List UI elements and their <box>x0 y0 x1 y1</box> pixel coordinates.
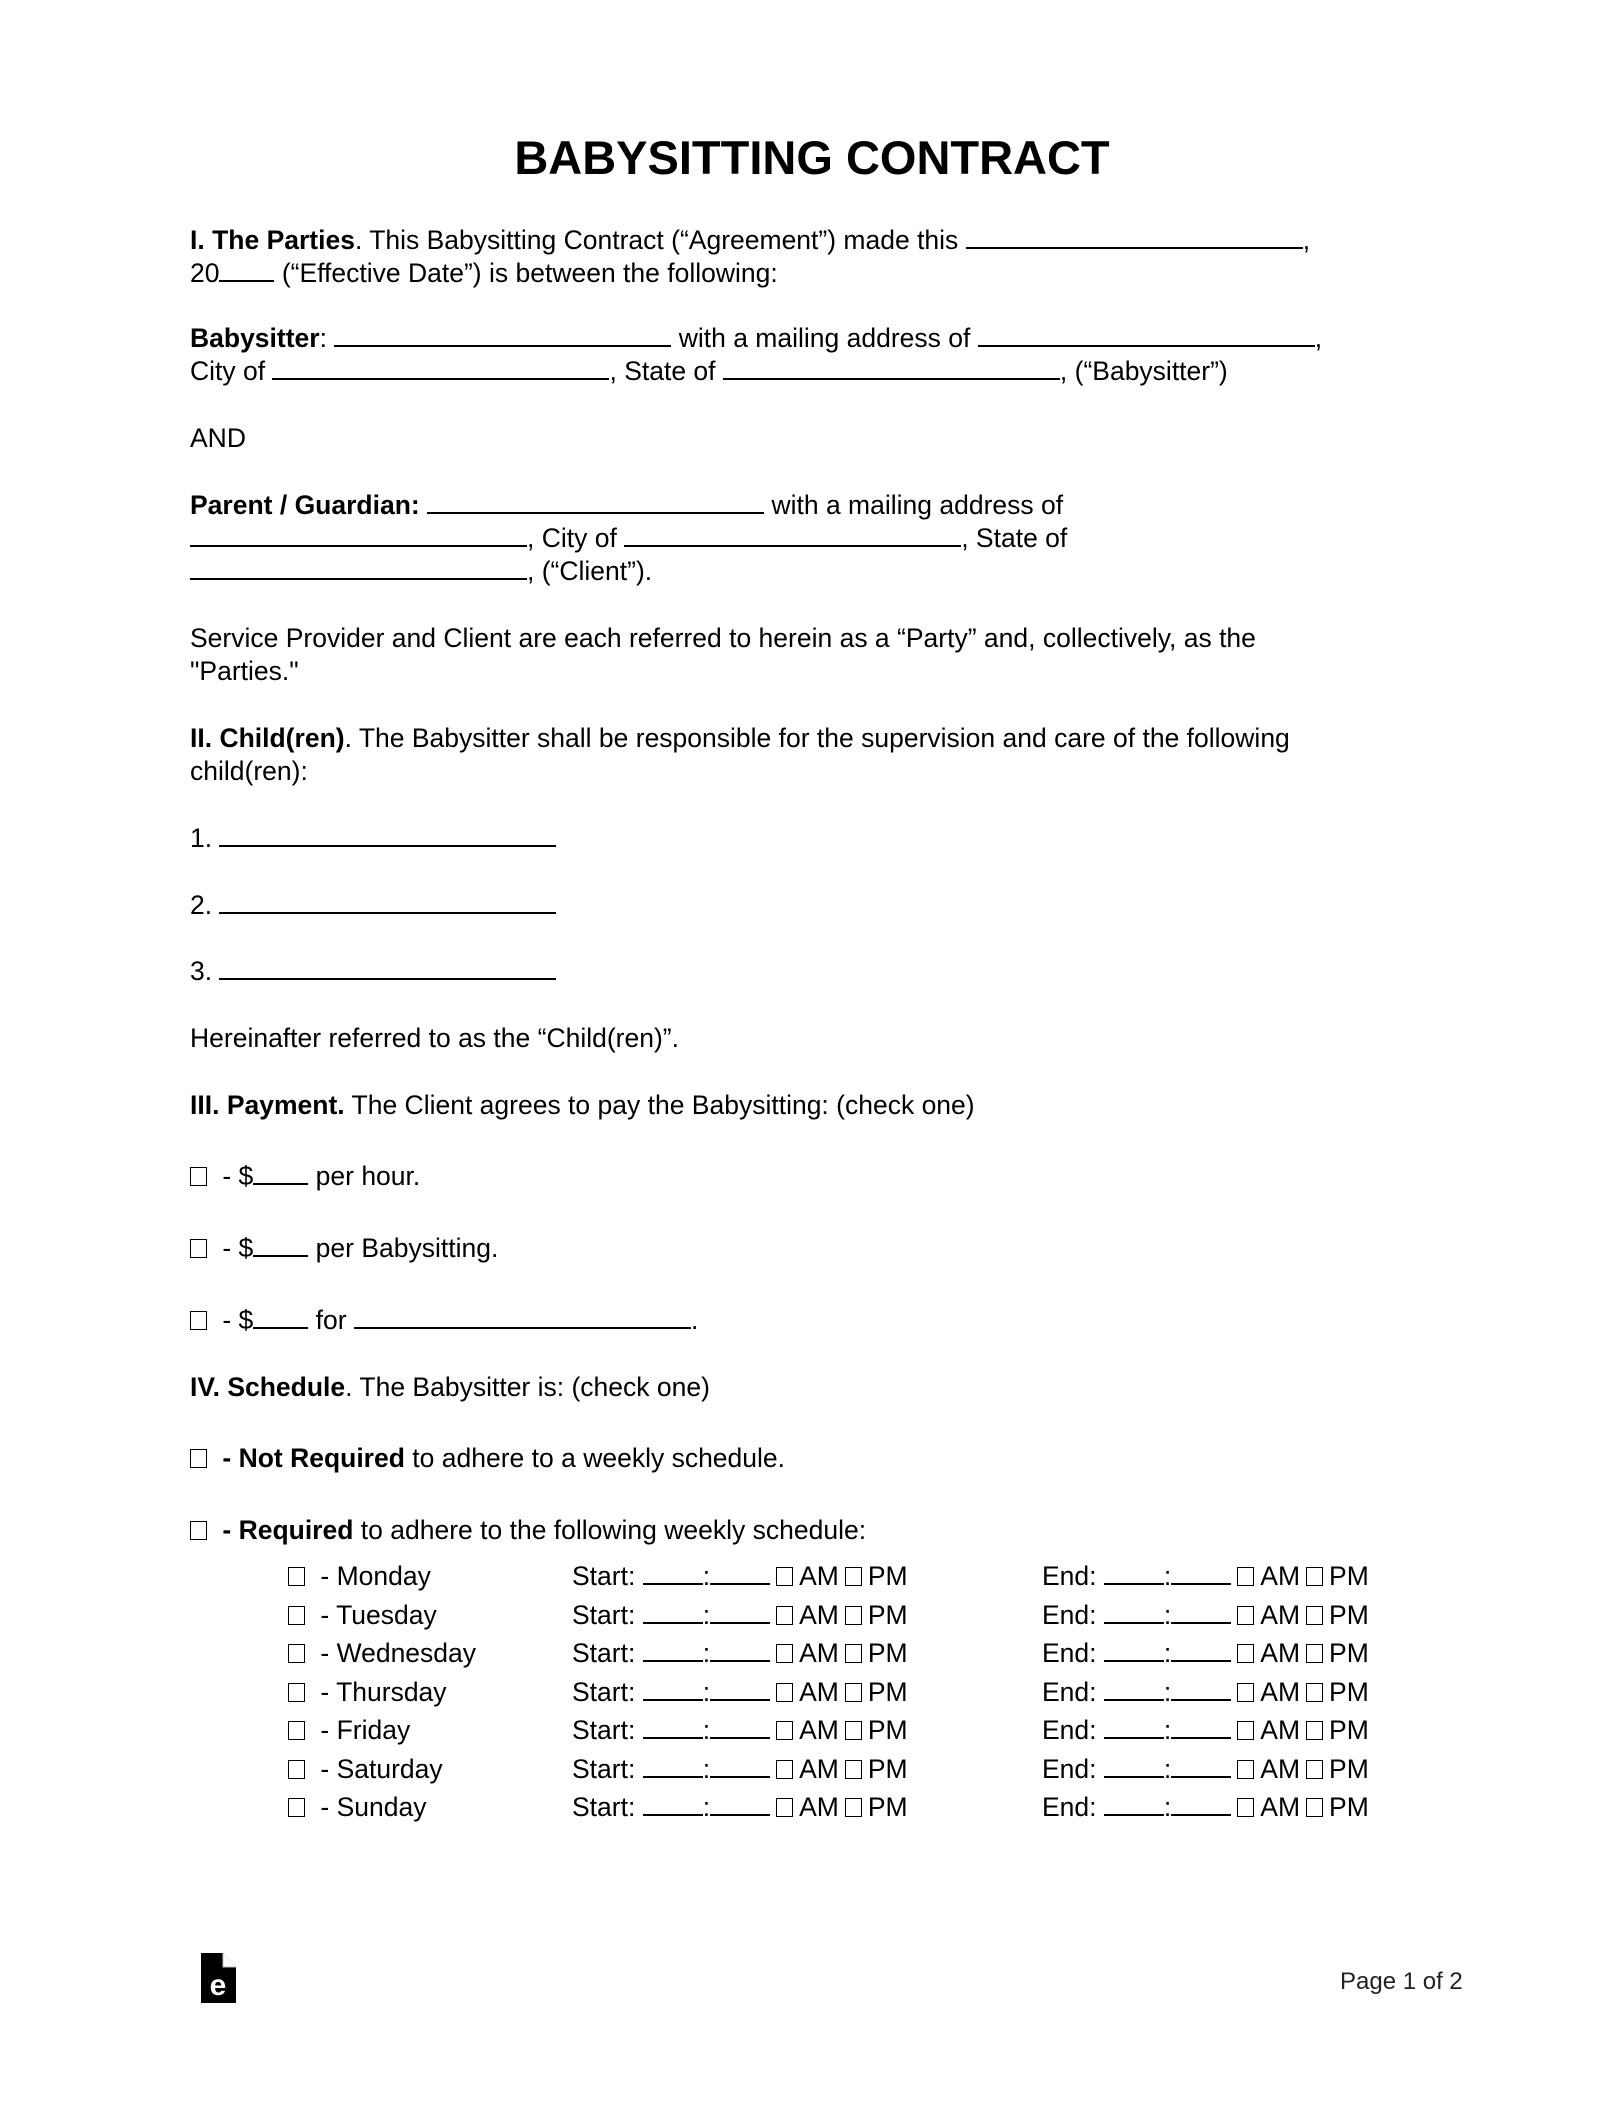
end-ampm-group <box>1231 1715 1369 1745</box>
day-checkbox[interactable] <box>288 1721 305 1740</box>
parent-line-2: , City of , State of <box>190 522 1067 555</box>
end-minute-field[interactable] <box>1171 1791 1231 1816</box>
start-hour-field[interactable] <box>643 1714 703 1739</box>
start-label: Start: <box>572 1715 636 1745</box>
end-time-group <box>1042 1753 1369 1786</box>
end-am-checkbox[interactable] <box>1237 1798 1254 1817</box>
start-label: Start: <box>572 1599 636 1630</box>
hourly-rate-field[interactable] <box>253 1160 308 1185</box>
babysitter-label: Babysitter <box>190 323 320 353</box>
start-pm-checkbox[interactable] <box>845 1798 862 1817</box>
end-time-group <box>1042 1599 1369 1632</box>
start-am-checkbox[interactable] <box>776 1683 793 1702</box>
babysitter-line-2: City of , State of , (“Babysitter”) <box>190 356 1228 386</box>
child-item-1: 1. <box>190 822 556 855</box>
end-hour-field[interactable] <box>1104 1599 1164 1624</box>
end-time-group <box>1042 1714 1369 1747</box>
end-label: End: <box>1042 1599 1097 1630</box>
end-hour-field[interactable] <box>1104 1676 1164 1701</box>
payment-heading: III. Payment. <box>190 1090 345 1120</box>
pm-label: PM <box>1329 1715 1369 1745</box>
payment-paragraph: III. Payment. The Client agrees to pay the Babysitting: (check one) <box>190 1090 975 1120</box>
start-pm-checkbox[interactable] <box>845 1644 862 1663</box>
end-ampm-group <box>1231 1600 1369 1630</box>
start-minute-field[interactable] <box>710 1791 770 1816</box>
children-paragraph-line-2: child(ren): <box>190 756 308 786</box>
end-pm-checkbox[interactable] <box>1306 1760 1323 1779</box>
day-checkbox[interactable] <box>288 1644 305 1663</box>
end-label: End: <box>1042 1561 1097 1591</box>
day-label: Wednesday <box>336 1638 477 1668</box>
end-pm-checkbox[interactable] <box>1306 1798 1323 1817</box>
am-label: AM <box>799 1753 839 1784</box>
end-time-group <box>1042 1676 1369 1709</box>
pm-label: PM <box>867 1753 908 1784</box>
am-label: AM <box>1260 1638 1301 1668</box>
parties-paragraph-line-2: 20 (“Effective Date”) is between the following: <box>190 258 778 288</box>
child-3-name-field[interactable] <box>219 955 556 980</box>
time-separator: : <box>1163 1638 1172 1668</box>
start-am-checkbox[interactable] <box>776 1606 793 1625</box>
dash: - <box>313 1599 337 1630</box>
payment-other-checkbox[interactable] <box>190 1311 207 1330</box>
am-label: AM <box>1260 1561 1301 1591</box>
svg-text:e: e <box>209 1969 227 2002</box>
babysitter-line-1: Babysitter: with a mailing address of , <box>190 323 1323 353</box>
end-minute-field[interactable] <box>1171 1676 1231 1701</box>
time-separator: : <box>702 1792 711 1822</box>
time-separator: : <box>702 1638 711 1668</box>
schedule-required-checkbox[interactable] <box>190 1521 207 1540</box>
document-title: BABYSITTING CONTRACT <box>514 131 1110 184</box>
start-minute-field[interactable] <box>710 1637 770 1662</box>
dash: - <box>313 1561 337 1591</box>
am-label: AM <box>1260 1599 1301 1630</box>
end-label: End: <box>1042 1638 1097 1668</box>
babysitter-city-field[interactable] <box>272 355 609 380</box>
payment-per-babysitting-checkbox[interactable] <box>190 1239 207 1258</box>
pm-label: PM <box>1329 1638 1369 1668</box>
start-hour-field[interactable] <box>643 1791 703 1816</box>
parent-line-3: , (“Client”). <box>190 555 652 588</box>
parties-definition-line-1: Service Provider and Client are each referred to herein as a “Party” and, collectively, as the <box>190 623 1256 653</box>
not-required-label: Not Required <box>238 1443 405 1473</box>
children-paragraph-line-1: II. Child(ren). The Babysitter shall be responsible for the supervision and care of the following <box>190 723 1290 753</box>
parent-line-1: Parent / Guardian: with a mailing address of <box>190 490 1064 520</box>
parent-address-field[interactable] <box>190 522 527 547</box>
end-hour-field[interactable] <box>1104 1637 1164 1662</box>
eforms-logo-icon <box>201 1953 236 2003</box>
end-ampm-group <box>1231 1561 1369 1591</box>
payment-option-hourly: - $ per hour. <box>190 1160 420 1193</box>
pm-label: PM <box>867 1792 908 1822</box>
day-group <box>288 1714 410 1747</box>
start-hour-field[interactable] <box>643 1753 703 1778</box>
end-label: End: <box>1042 1792 1097 1822</box>
end-time-group <box>1042 1791 1369 1824</box>
start-am-checkbox[interactable] <box>776 1644 793 1663</box>
payment-option-per-babysitting: - $ per Babysitting. <box>190 1232 498 1265</box>
start-pm-checkbox[interactable] <box>845 1721 862 1740</box>
end-pm-checkbox[interactable] <box>1306 1644 1323 1663</box>
day-group <box>288 1753 443 1786</box>
dash: - <box>313 1792 337 1822</box>
end-am-checkbox[interactable] <box>1237 1683 1254 1702</box>
day-label: Tuesday <box>336 1599 437 1630</box>
start-time-group <box>572 1714 908 1747</box>
effective-year-field[interactable] <box>219 257 274 282</box>
schedule-paragraph: IV. Schedule. The Babysitter is: (check one) <box>190 1372 710 1402</box>
end-ampm-group <box>1231 1638 1369 1668</box>
time-separator: : <box>702 1599 711 1630</box>
payment-option-other: - $ for . <box>190 1304 698 1337</box>
day-checkbox[interactable] <box>288 1606 305 1625</box>
end-hour-field[interactable] <box>1104 1753 1164 1778</box>
time-separator: : <box>1163 1599 1172 1630</box>
start-ampm-group <box>770 1754 908 1784</box>
start-ampm-group <box>770 1600 908 1630</box>
start-pm-checkbox[interactable] <box>845 1567 862 1586</box>
start-ampm-group <box>770 1792 908 1822</box>
end-minute-field[interactable] <box>1171 1560 1231 1585</box>
parent-label: Parent / Guardian: <box>190 490 420 520</box>
time-separator: : <box>702 1561 711 1591</box>
dash: - <box>313 1715 337 1745</box>
end-pm-checkbox[interactable] <box>1306 1683 1323 1702</box>
day-group <box>288 1791 426 1824</box>
am-label: AM <box>1260 1753 1301 1784</box>
day-label: Friday <box>336 1715 411 1745</box>
parties-paragraph-line-1: I. The Parties. This Babysitting Contract (“Agreement”) made this , <box>190 225 1311 255</box>
parties-heading: I. The Parties <box>190 225 355 255</box>
page-number: Page 1 of 2 <box>1340 1968 1463 1995</box>
end-pm-checkbox[interactable] <box>1306 1567 1323 1586</box>
start-ampm-group <box>770 1715 908 1745</box>
end-am-checkbox[interactable] <box>1237 1721 1254 1740</box>
start-time-group <box>572 1753 908 1786</box>
pm-label: PM <box>1329 1599 1369 1630</box>
day-checkbox[interactable] <box>288 1683 305 1702</box>
end-ampm-group <box>1231 1792 1369 1822</box>
day-checkbox[interactable] <box>288 1567 305 1586</box>
start-label: Start: <box>572 1676 636 1707</box>
start-label: Start: <box>572 1753 636 1784</box>
day-label: Saturday <box>336 1753 443 1784</box>
end-pm-checkbox[interactable] <box>1306 1721 1323 1740</box>
start-ampm-group <box>770 1638 908 1668</box>
start-time-group <box>572 1599 908 1632</box>
start-hour-field[interactable] <box>643 1560 703 1585</box>
time-separator: : <box>702 1753 711 1784</box>
am-label: AM <box>799 1792 839 1822</box>
dash: - <box>313 1753 337 1784</box>
start-label: Start: <box>572 1638 636 1668</box>
pm-label: PM <box>1329 1753 1369 1784</box>
start-am-checkbox[interactable] <box>776 1721 793 1740</box>
end-label: End: <box>1042 1676 1097 1707</box>
day-label: Thursday <box>336 1676 447 1707</box>
end-hour-field[interactable] <box>1104 1714 1164 1739</box>
babysitter-name-field[interactable] <box>334 322 671 347</box>
end-minute-field[interactable] <box>1171 1599 1231 1624</box>
parent-state-field[interactable] <box>190 555 527 580</box>
am-label: AM <box>799 1715 839 1745</box>
start-time-group <box>572 1676 908 1709</box>
am-label: AM <box>1260 1676 1301 1707</box>
document-e-icon <box>201 1953 236 2003</box>
start-hour-field[interactable] <box>643 1637 703 1662</box>
payment-hourly-checkbox[interactable] <box>190 1167 207 1186</box>
start-pm-checkbox[interactable] <box>845 1760 862 1779</box>
end-label: End: <box>1042 1715 1097 1745</box>
start-minute-field[interactable] <box>710 1676 770 1701</box>
and-separator: AND <box>190 423 246 453</box>
day-label: Sunday <box>336 1792 427 1822</box>
pm-label: PM <box>867 1715 908 1745</box>
am-label: AM <box>1260 1792 1301 1822</box>
schedule-option-required: - Required to adhere to the following weekly schedule: <box>190 1514 866 1547</box>
start-pm-checkbox[interactable] <box>845 1683 862 1702</box>
end-pm-checkbox[interactable] <box>1306 1606 1323 1625</box>
babysitter-address-field[interactable] <box>978 322 1315 347</box>
end-ampm-group <box>1231 1677 1369 1707</box>
time-separator: : <box>1163 1676 1172 1707</box>
children-hereinafter: Hereinafter referred to as the “Child(ren)”. <box>190 1023 679 1053</box>
start-minute-field[interactable] <box>710 1560 770 1585</box>
children-heading: II. Child(ren) <box>190 723 345 753</box>
schedule-not-required-checkbox[interactable] <box>190 1449 207 1468</box>
end-am-checkbox[interactable] <box>1237 1606 1254 1625</box>
parties-definition-line-2: "Parties." <box>190 656 299 686</box>
day-group <box>288 1676 447 1709</box>
am-label: AM <box>799 1599 839 1630</box>
day-group <box>288 1637 476 1670</box>
required-label: Required <box>238 1515 354 1545</box>
start-time-group <box>572 1637 908 1670</box>
time-separator: : <box>702 1676 711 1707</box>
start-label: Start: <box>572 1561 636 1591</box>
end-time-group <box>1042 1560 1369 1593</box>
end-label: End: <box>1042 1753 1097 1784</box>
time-separator: : <box>702 1715 711 1745</box>
start-ampm-group <box>770 1677 908 1707</box>
end-am-checkbox[interactable] <box>1237 1644 1254 1663</box>
day-checkbox[interactable] <box>288 1798 305 1817</box>
day-label: Monday <box>336 1561 431 1591</box>
dash: - <box>313 1638 337 1668</box>
end-minute-field[interactable] <box>1171 1753 1231 1778</box>
start-minute-field[interactable] <box>710 1753 770 1778</box>
child-2-name-field[interactable] <box>219 889 556 914</box>
child-item-2: 2. <box>190 889 556 922</box>
start-hour-field[interactable] <box>643 1599 703 1624</box>
babysitter-state-field[interactable] <box>723 355 1060 380</box>
day-group <box>288 1599 437 1632</box>
schedule-option-not-required: - Not Required to adhere to a weekly schedule. <box>190 1442 785 1475</box>
other-description-field[interactable] <box>354 1304 691 1329</box>
end-ampm-group <box>1231 1754 1369 1784</box>
end-minute-field[interactable] <box>1171 1637 1231 1662</box>
parent-name-field[interactable] <box>427 489 764 514</box>
per-babysitting-rate-field[interactable] <box>253 1232 308 1257</box>
start-pm-checkbox[interactable] <box>845 1606 862 1625</box>
start-time-group <box>572 1791 908 1824</box>
pm-label: PM <box>867 1599 908 1630</box>
pm-label: PM <box>1329 1792 1369 1822</box>
am-label: AM <box>799 1676 839 1707</box>
other-amount-field[interactable] <box>253 1304 308 1329</box>
end-hour-field[interactable] <box>1104 1560 1164 1585</box>
child-1-name-field[interactable] <box>219 822 556 847</box>
pm-label: PM <box>867 1676 908 1707</box>
pm-label: PM <box>867 1638 908 1668</box>
dash: - <box>313 1676 337 1707</box>
pm-label: PM <box>1329 1676 1369 1707</box>
start-am-checkbox[interactable] <box>776 1798 793 1817</box>
start-minute-field[interactable] <box>710 1599 770 1624</box>
end-am-checkbox[interactable] <box>1237 1760 1254 1779</box>
end-time-group <box>1042 1637 1369 1670</box>
end-am-checkbox[interactable] <box>1237 1567 1254 1586</box>
time-separator: : <box>1163 1753 1172 1784</box>
parent-city-field[interactable] <box>624 522 961 547</box>
time-separator: : <box>1163 1792 1172 1822</box>
start-minute-field[interactable] <box>710 1714 770 1739</box>
start-ampm-group <box>770 1561 908 1591</box>
start-am-checkbox[interactable] <box>776 1760 793 1779</box>
start-hour-field[interactable] <box>643 1676 703 1701</box>
time-separator: : <box>1163 1715 1172 1745</box>
start-label: Start: <box>572 1792 636 1822</box>
schedule-heading: IV. Schedule <box>190 1372 346 1402</box>
start-am-checkbox[interactable] <box>776 1567 793 1586</box>
day-checkbox[interactable] <box>288 1760 305 1779</box>
effective-date-field[interactable] <box>966 224 1303 249</box>
child-item-3: 3. <box>190 955 556 988</box>
end-hour-field[interactable] <box>1104 1791 1164 1816</box>
pm-label: PM <box>867 1561 908 1591</box>
end-minute-field[interactable] <box>1171 1714 1231 1739</box>
day-group <box>288 1560 431 1593</box>
start-time-group <box>572 1560 908 1593</box>
am-label: AM <box>1260 1715 1301 1745</box>
time-separator: : <box>1163 1561 1172 1591</box>
pm-label: PM <box>1329 1561 1369 1591</box>
am-label: AM <box>799 1561 839 1591</box>
am-label: AM <box>799 1638 839 1668</box>
